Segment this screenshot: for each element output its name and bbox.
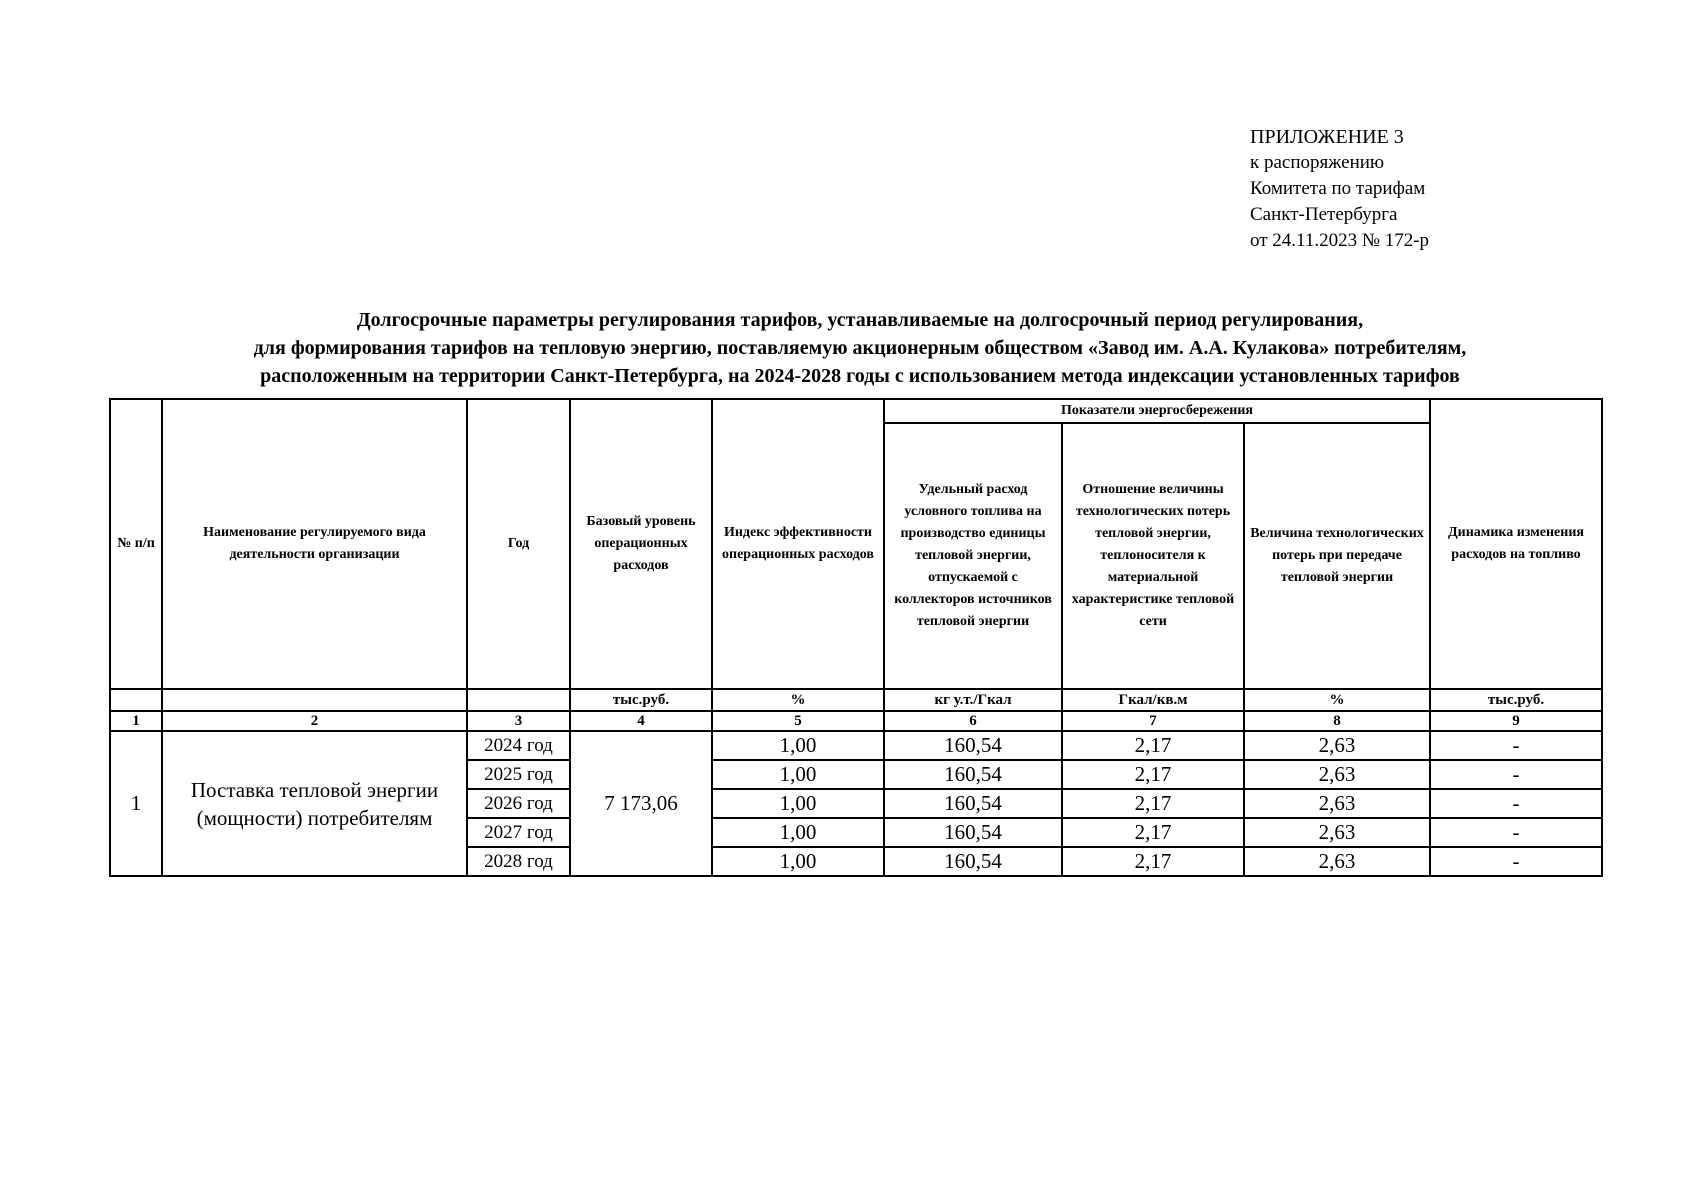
unit-cell-empty <box>110 689 162 711</box>
year-cell: 2028 год <box>467 847 570 876</box>
unit-tech-losses: % <box>1244 689 1430 711</box>
header-number: № п/п <box>110 399 162 689</box>
efficiency-index-cell: 1,00 <box>712 731 884 760</box>
appendix-heading: ПРИЛОЖЕНИЕ 3 <box>1250 126 1404 148</box>
column-number: 3 <box>467 711 570 731</box>
column-number: 8 <box>1244 711 1430 731</box>
efficiency-index-cell: 1,00 <box>712 818 884 847</box>
unit-fuel-dynamics: тыс.руб. <box>1430 689 1602 711</box>
header-row-group <box>110 399 1602 423</box>
fuel-consumption-cell: 160,54 <box>884 731 1062 760</box>
year-cell: 2027 год <box>467 818 570 847</box>
header-energy-saving-group: Показатели энергосбережения <box>884 399 1430 423</box>
fuel-dynamics-cell: - <box>1430 789 1602 818</box>
parameters-table <box>109 398 1603 877</box>
loss-ratio-cell: 2,17 <box>1062 818 1244 847</box>
unit-efficiency-index: % <box>712 689 884 711</box>
document-title <box>120 306 1600 390</box>
appendix-line: Комитета по тарифам <box>1250 178 1426 199</box>
row-number: 1 <box>110 731 162 876</box>
header-activity: Наименование регулируемого вида деятельности организации <box>162 399 467 689</box>
title-line: для формирования тарифов на тепловую энергию, поставляемую акционерным обществом «Завод им. А.А. Кулакова» потребителям, <box>253 337 1467 359</box>
fuel-consumption-cell: 160,54 <box>884 789 1062 818</box>
year-cell: 2025 год <box>467 760 570 789</box>
efficiency-index-cell: 1,00 <box>712 789 884 818</box>
unit-cell-empty <box>467 689 570 711</box>
appendix-line: Санкт-Петербурга <box>1250 204 1398 225</box>
unit-fuel-consumption: кг у.т./Гкал <box>884 689 1062 711</box>
column-numbers-row <box>110 711 1602 731</box>
loss-ratio-cell: 2,17 <box>1062 847 1244 876</box>
fuel-dynamics-cell: - <box>1430 847 1602 876</box>
title-line: расположенным на территории Санкт-Петербурга, на 2024-2028 годы с использованием метода индексации установленных тарифов <box>260 365 1460 387</box>
base-opex-value: 7 173,06 <box>570 731 712 876</box>
column-number: 1 <box>110 711 162 731</box>
fuel-consumption-cell: 160,54 <box>884 760 1062 789</box>
loss-ratio-cell: 2,17 <box>1062 760 1244 789</box>
fuel-dynamics-cell: - <box>1430 760 1602 789</box>
table-row <box>110 731 1602 760</box>
year-cell: 2024 год <box>467 731 570 760</box>
tech-losses-cell: 2,63 <box>1244 760 1430 789</box>
unit-base-opex: тыс.руб. <box>570 689 712 711</box>
header-tech-losses: Величина технологических потерь при передаче тепловой энергии <box>1244 423 1430 689</box>
header-loss-ratio: Отношение величины технологических потерь тепловой энергии, теплоносителя к материальной характеристике тепловой сети <box>1062 423 1244 689</box>
column-number: 4 <box>570 711 712 731</box>
fuel-dynamics-cell: - <box>1430 818 1602 847</box>
efficiency-index-cell: 1,00 <box>712 760 884 789</box>
loss-ratio-cell: 2,17 <box>1062 731 1244 760</box>
tech-losses-cell: 2,63 <box>1244 847 1430 876</box>
column-number: 7 <box>1062 711 1244 731</box>
units-row <box>110 689 1602 711</box>
header-year: Год <box>467 399 570 689</box>
appendix-block <box>1250 124 1429 254</box>
unit-cell-empty <box>162 689 467 711</box>
title-line: Долгосрочные параметры регулирования тарифов, устанавливаемые на долгосрочный период регулирования, <box>356 309 1364 331</box>
header-base-opex: Базовый уровень операционных расходов <box>570 399 712 689</box>
unit-loss-ratio: Гкал/кв.м <box>1062 689 1244 711</box>
column-number: 5 <box>712 711 884 731</box>
column-number: 2 <box>162 711 467 731</box>
header-efficiency-index: Индекс эффективности операционных расходов <box>712 399 884 689</box>
year-cell: 2026 год <box>467 789 570 818</box>
header-fuel-dynamics: Динамика изменения расходов на топливо <box>1430 399 1602 689</box>
efficiency-index-cell: 1,00 <box>712 847 884 876</box>
tech-losses-cell: 2,63 <box>1244 731 1430 760</box>
header-fuel-consumption: Удельный расход условного топлива на производство единицы тепловой энергии, отпускаемой с коллекторов источников тепловой энергии <box>884 423 1062 689</box>
activity-name: Поставка тепловой энергии (мощности) потребителям <box>162 731 467 876</box>
loss-ratio-cell: 2,17 <box>1062 789 1244 818</box>
fuel-consumption-cell: 160,54 <box>884 847 1062 876</box>
tech-losses-cell: 2,63 <box>1244 818 1430 847</box>
appendix-date-line: от 24.11.2023 № 172-р <box>1250 230 1430 251</box>
appendix-line: к распоряжению <box>1250 152 1385 173</box>
fuel-consumption-cell: 160,54 <box>884 818 1062 847</box>
fuel-dynamics-cell: - <box>1430 731 1602 760</box>
column-number: 9 <box>1430 711 1602 731</box>
column-number: 6 <box>884 711 1062 731</box>
tech-losses-cell: 2,63 <box>1244 789 1430 818</box>
